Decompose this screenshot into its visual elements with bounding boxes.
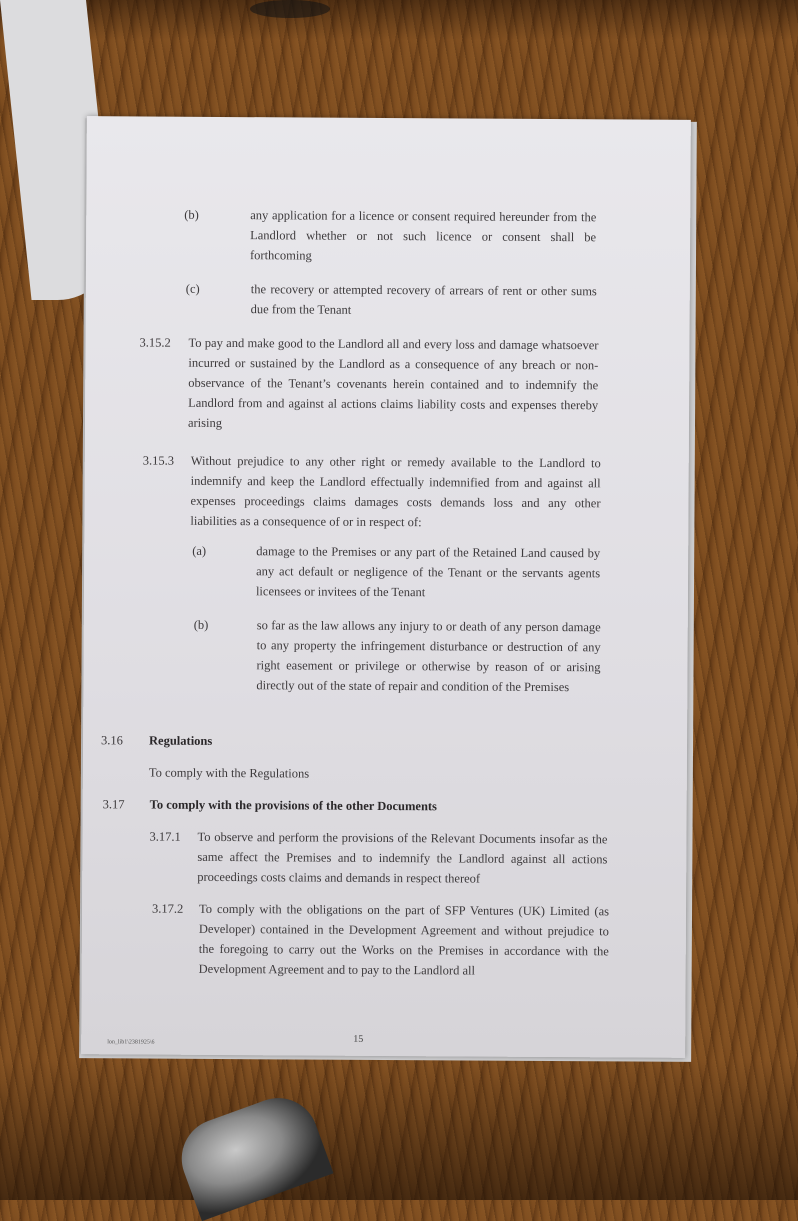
desk-shadow [0, 1060, 798, 1200]
clause-number: 3.15.3 [142, 453, 175, 468]
item-number: (a) [192, 543, 207, 558]
page-number: 15 [353, 1033, 364, 1045]
clause-text: To pay and make good to the Landlord all and every loss and damage whatsoever incurred or sustained by the Landlord as a consequence of any breach or non-observance of the Tenant’s covenants herein contained and to indemnify the Landlord from and against al actions claims liability costs and expenses thereby arising [187, 335, 599, 430]
item-text: damage to the Premises or any part of the Retained Land caused by any act default or negligence of the Tenant or the servants agents licensees or invitees of the Tenant [255, 544, 601, 600]
section-heading: Regulations [149, 733, 213, 748]
clause-text: Without prejudice to any other right or remedy available to the Landlord to indemnify and keep the Landlord effectually indemnified from and against all expenses proceedings claims damages costs demands loss and any other liabilities as a consequence of or in respect of: [190, 453, 601, 530]
item-text: the recovery or attempted recovery of arrears of rent or other sums due from the Tenant [250, 282, 597, 317]
clause-number: 3.15.2 [139, 335, 171, 350]
desk-background [0, 0, 798, 40]
item-number: (c) [185, 281, 200, 296]
clause-text: To comply with the obligations on the part of SFP Ventures (UK) Limited (as Developer) contained in the Development Agreement and without prejudice to the foregoing to carry out the Works on the Premises in accordance with the Development Agreement and to pay to the Landlord all [198, 901, 610, 978]
blurred-object-top [250, 0, 330, 18]
section-number: 3.16 [101, 733, 123, 748]
document-reference: lon_lib1\2381925\6 [107, 1039, 155, 1046]
item-text: so far as the law allows any injury to or death of any person damage to any property the infringement disturbance or destruction of any right easement or privilege or otherwise by reason of or arising directly out of the state of repair and condition of the Premises [256, 618, 601, 695]
item-number: (b) [184, 207, 199, 222]
document-page [81, 116, 691, 1058]
section-number: 3.17 [102, 797, 125, 812]
section-text: To comply with the Regulations [148, 765, 310, 781]
section-heading: To comply with the provisions of the other Documents [149, 797, 437, 814]
clause-number: 3.17.2 [151, 901, 184, 916]
clause-text: To observe and perform the provisions of the Relevant Documents insofar as the same affect the Premises and to indemnify the Landlord against all actions proceedings costs claims and demands in respect thereof [197, 829, 608, 886]
clause-number: 3.17.1 [149, 829, 181, 844]
item-number: (b) [193, 617, 209, 632]
item-text: any application for a licence or consent required hereunder from the Landlord whether or not such licence or consent shall be forthcoming [249, 208, 597, 263]
